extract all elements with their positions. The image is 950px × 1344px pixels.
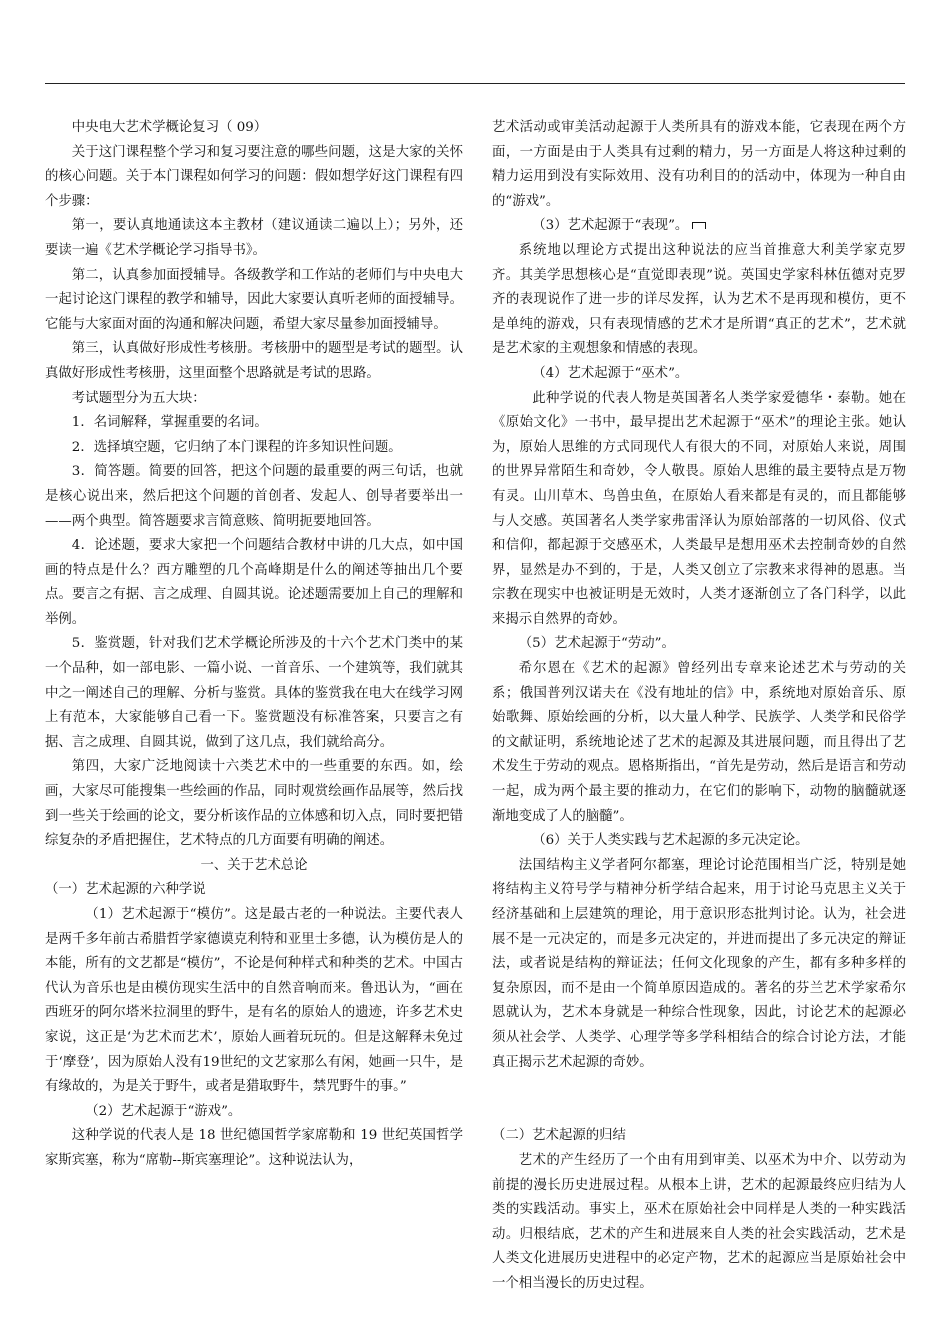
paragraph-spacer	[492, 1100, 906, 1125]
paragraph: （6）关于人类实践与艺术起源的多元决定论。	[532, 833, 809, 849]
paragraph: （4）艺术起源于“巫术”。	[532, 365, 689, 381]
paragraph: （1）艺术起源于“模仿”。这是最古老的一种说法。主要代表人是两千多年前古希腊哲学家德谟克利特和亚里士多德，认为模仿是人的本能，所有的文艺都是“模仿”，不论是何种样式和种类的艺术。中国古代认为音乐也是由模仿现实生活中的自然音响而来。鲁迅认为，“画在西班牙的阿尔塔米拉洞里的野牛，是有名的原始人的遗迹，许多艺术史家说，这正是‘为艺术而艺术’，原始人画着玩玩的。但是这解释未免过于‘摩登’，因为原始人没有19世纪的文艺家那么有闲，她画一只牛，是有缘故的，为是关于野牛，或者是猎取野牛，禁咒野牛的事。”	[45, 907, 463, 1095]
paragraph: 法国结构主义学者阿尔都塞，理论讨论范围相当广泛，特别是她将结构主义符号学与精神分析学结合起来，用于讨论马克思主义关于经济基础和上层建筑的理论，用于意识形态批判讨论。认为，社会进展不是一元决定的，而是多元决定的，并进而提出了多元决定的辩证法，或者说是结构的辩证法；任何文化现象的产生，都有多种多样的复杂原因，而不是由一个简单原因造成的。著名的芬兰艺术学家希尔恩就认为，艺术本身就是一种综合性现象，因此，讨论艺术的起源必须从社会学、人类学、心理学等多学科相结合的综合讨论方法，才能真正揭示艺术起源的奇妙。	[492, 857, 906, 1070]
paragraph: （2）艺术起源于“游戏”。	[85, 1103, 242, 1119]
left-column	[45, 116, 463, 1174]
section-heading-expression: （3）艺术起源于“表现”。	[532, 218, 689, 234]
paragraph: 一、关于艺术总论	[200, 857, 308, 873]
paragraph: （一）艺术起源的六种学说	[45, 882, 206, 898]
paragraph: 艺术的产生经历了一个由有用到审美、以巫术为中介、以劳动为前提的漫长历史进展过程。从根本上讲，艺术的起源最终应归结为人类的实践活动。事实上，巫术在原始社会中同样是人类的一种实践活动。归根结底，艺术的产生和进展来自人类的社会实践活动，艺术是人类文化进展历史进程中的必定产物，艺术的起源应当是原始社会中一个相当漫长的历史过程。	[492, 1152, 906, 1291]
paragraph	[492, 214, 906, 239]
paragraph: 关于这门课程整个学习和复习要注意的哪些问题，这是大家的关怀的核心问题。关于本门课程如何学习的问题：假如想学好这门课程有四个步骤：	[45, 144, 463, 209]
paragraph-spacer	[492, 1075, 906, 1100]
paragraph: 系统地以理论方式提出这种说法的应当首推意大利美学家克罗齐。其美学思想核心是“直觉即表现”说。英国史学家科林伍德对克罗齐的表现说作了进一步的详尽发挥，认为艺术不是再现和模仿，更不是单纯的游戏，只有表现情感的艺术才是所谓“真正的艺术”，艺术就是艺术家的主观想象和情感的表现。	[492, 242, 906, 357]
paragraph: 中央电大艺术学概论复习（ 09）	[71, 120, 268, 135]
paragraph: 第四，大家广泛地阅读十六类艺术中的一些重要的东西。如，绘画，大家尽可能搜集一些绘画的作品，同时观赏绘画作品展等，然后找到一些关于绘画的论文，要分析该作品的立体感和切入点，同时要把错综复杂的矛盾把握住，艺术特点的几方面要有明确的阐述。	[45, 759, 463, 849]
paragraph: 这种学说的代表人是 18 世纪德国哲学家席勒和 19 世纪英国哲学家斯宾塞，称为“席勒--斯宾塞理论”。这种说法认为，	[45, 1128, 463, 1168]
paragraph: 考试题型分为五大块：	[71, 390, 206, 406]
paragraph: 第二，认真参加面授辅导。各级教学和工作站的老师们与中央电大一起讨论这门课程的教学和辅导，因此大家要认真听老师的面授辅导。它能与大家面对面的沟通和解决问题，希望大家尽量参加面授辅导。	[45, 267, 463, 332]
edit-mark-icon	[692, 222, 706, 229]
paragraph: 此种学说的代表人物是英国著名人类学家爱德华・泰勒。她在《原始文化》一书中，最早提出艺术起源于“巫术”的理论主张。她认为，原始人思维的方式同现代人有很大的不同，对原始人来说，周围的世界异常陌生和奇妙，令人敬畏。原始人思维的最主要特点是万物有灵。山川草木、鸟兽虫鱼，在原始人看来都是有灵的，而且都能够与人交感。英国著名人类学家弗雷泽认为原始部落的一切风俗、仪式和信仰，都起源于交感巫术，人类最早是想用巫术去控制奇妙的自然界，显然是办不到的，于是，人类又创立了宗教来求得神的恩惠。当宗教在现实中也被证明是无效时，人类才逐渐创立了各门科学，以此来揭示自然界的奇妙。	[492, 390, 906, 627]
paragraph: 3．简答题。简要的回答，把这个问题的最重要的两三句话，也就是核心说出来，然后把这个问题的首创者、发起人、创导者要举出一——两个典型。简答题要求言简意赅、简明扼要地回答。	[45, 464, 463, 529]
paragraph: 5．鉴赏题，针对我们艺术学概论所涉及的十六个艺术门类中的某一个品种，如一部电影、一篇小说、一首音乐、一个建筑等，我们就其中之一阐述自己的理解、分析与鉴赏。具体的鉴赏我在电大在线学习网上有范本，大家能够自己看一下。鉴赏题没有标准答案，只要言之有据、言之成理、自圆其说，做到了这几点，我们就给高分。	[45, 636, 463, 750]
header-rule	[45, 83, 905, 84]
paragraph: 4．论述题，要求大家把一个问题结合教材中讲的几大点，如中国画的特点是什么？西方雕塑的几个高峰期是什么的阐述等抽出几个要点。要言之有据、言之成理、自圆其说。论述题需要加上自己的理解和举例。	[45, 538, 463, 627]
paragraph: 第三，认真做好形成性考核册。考核册中的题型是考试的题型。认真做好形成性考核册，这里面整个思路就是考试的思路。	[45, 341, 463, 381]
paragraph: 1．名词解释，掌握重要的名词。	[71, 415, 268, 431]
paragraph: 希尔恩在《艺术的起源》曾经列出专章来论述艺术与劳动的关系；俄国普列汉诺夫在《没有地址的信》中，系统地对原始音乐、原始歌舞、原始绘画的分析，以大量人种学、民族学、人类学和民俗学的文献证明，系统地论述了艺术的起源及其进展问题，而且得出了艺术发生于劳动的观点。恩格斯指出，“首先是劳动，然后是语言和劳动一起，成为两个最主要的推动力，在它们的影响下，动物的脑髓就逐渐地变成了人的脑髓”。	[492, 661, 906, 824]
paragraph: 2．选择填空题，它归纳了本门课程的许多知识性问题。	[71, 439, 402, 455]
paragraph: 第一，要认真地通读这本主教材（建议通读二遍以上）；另外，还要读一遍《艺术学概论学习指导书》。	[45, 218, 463, 258]
right-column	[492, 116, 906, 1297]
paragraph: （5）艺术起源于“劳动”。	[518, 636, 675, 652]
paragraph: 艺术活动或审美活动起源于人类所具有的游戏本能，它表现在两个方面，一方面是由于人类具有过剩的精力，另一方面是人将这种过剩的精力运用到没有实际效用、没有功利目的的活动中，体现为一种自由的“游戏”。	[492, 120, 906, 209]
paragraph: （二）艺术起源的归结	[492, 1128, 626, 1144]
